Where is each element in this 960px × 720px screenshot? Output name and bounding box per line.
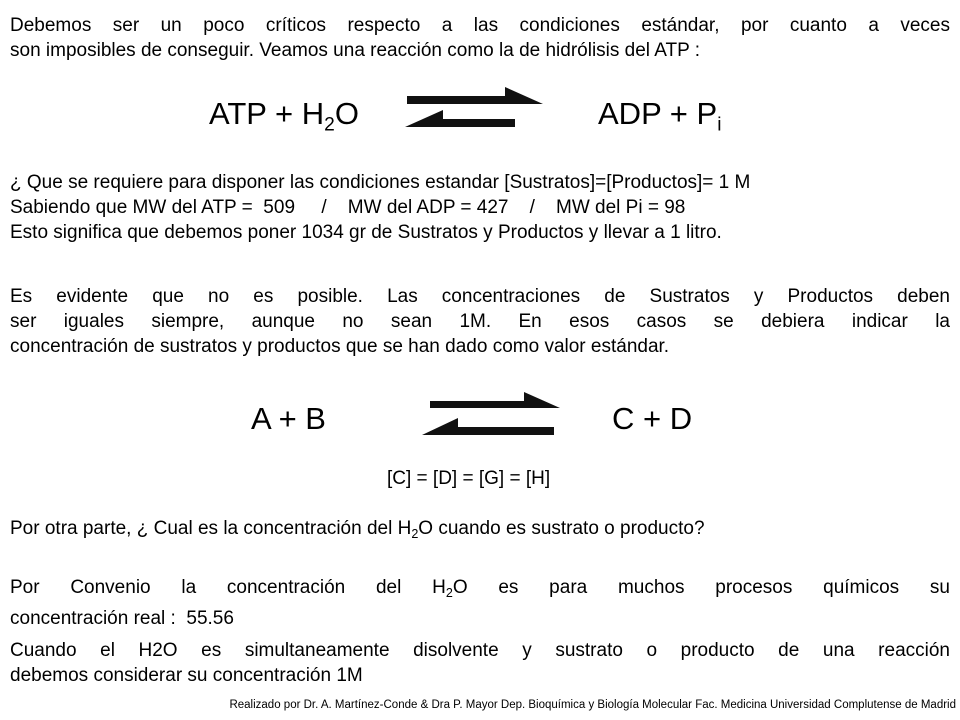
requirements-line-2: Sabiendo que MW del ATP = 509 / MW del ADP = 427 / MW del Pi = 98 — [10, 197, 686, 218]
water-question-subscript: 2 — [411, 526, 419, 541]
solvent-paragraph — [10, 638, 950, 688]
requirements-paragraph — [10, 170, 950, 245]
intro-line-1: Debemos ser un poco críticos respecto a las condiciones estándar, por cuanto a veces — [10, 15, 950, 36]
reaction1-equilibrium-arrows-icon — [405, 85, 545, 135]
solvent-line-1: Cuando el H2O es simultaneamente disolvente y sustrato o producto de una reacción — [10, 640, 950, 661]
convention-subscript: 2 — [445, 585, 453, 600]
reaction1-left-main: ATP + H — [209, 96, 325, 131]
requirements-line-1: ¿ Que se requiere para disponer las condiciones estandar [Sustratos]=[Productos]= 1 M — [10, 172, 751, 193]
reaction1-right — [598, 96, 721, 144]
reaction2-equilibrium-arrows-icon — [422, 391, 562, 443]
evident-line-2: ser iguales siempre, aunque no sean 1M. En esos casos se debiera indicar la — [10, 311, 950, 332]
requirements-line-3: Esto significa que debemos poner 1034 gr de Sustratos y Productos y llevar a 1 litro. — [10, 222, 722, 243]
reaction2-right: C + D — [612, 401, 693, 436]
reaction1-left-tail: O — [334, 96, 359, 131]
solvent-line-2: debemos considerar su concentración 1M — [10, 665, 363, 686]
evident-paragraph — [10, 284, 950, 359]
convention-line-1-end: O es para muchos procesos químicos su — [452, 577, 950, 598]
intro-paragraph — [10, 13, 950, 63]
convention-paragraph — [10, 575, 950, 631]
reaction1-left — [209, 96, 359, 144]
reaction1-right-subscript: i — [717, 114, 722, 136]
reaction1-left-subscript: 2 — [324, 114, 335, 136]
credit-footer: Realizado por Dr. A. Martínez-Conde & Dra P. Mayor Dep. Bioquímica y Biología Molecular Fac. Medicina Universidad Complutense de Madrid — [229, 699, 956, 711]
convention-line-1-start: Por Convenio la concentración del H — [10, 577, 446, 598]
reaction2-condition: [C] = [D] = [G] = [H] — [387, 468, 551, 489]
reaction1-right-main: ADP + P — [598, 96, 718, 131]
water-question-end: O cuando es sustrato o producto? — [418, 518, 705, 539]
water-question — [10, 516, 950, 547]
reaction2-left: A + B — [251, 401, 326, 436]
convention-line-2: concentración real : 55.56 — [10, 607, 234, 629]
water-question-start: Por otra parte, ¿ Cual es la concentración del H — [10, 518, 412, 539]
convention-line-1 — [10, 575, 950, 606]
intro-line-2: son imposibles de conseguir. Veamos una reacción como la de hidrólisis del ATP : — [10, 40, 701, 61]
evident-line-1: Es evidente que no es posible. Las concentraciones de Sustratos y Productos deben — [10, 286, 950, 307]
evident-line-3: concentración de sustratos y productos que se han dado como valor estándar. — [10, 336, 670, 357]
